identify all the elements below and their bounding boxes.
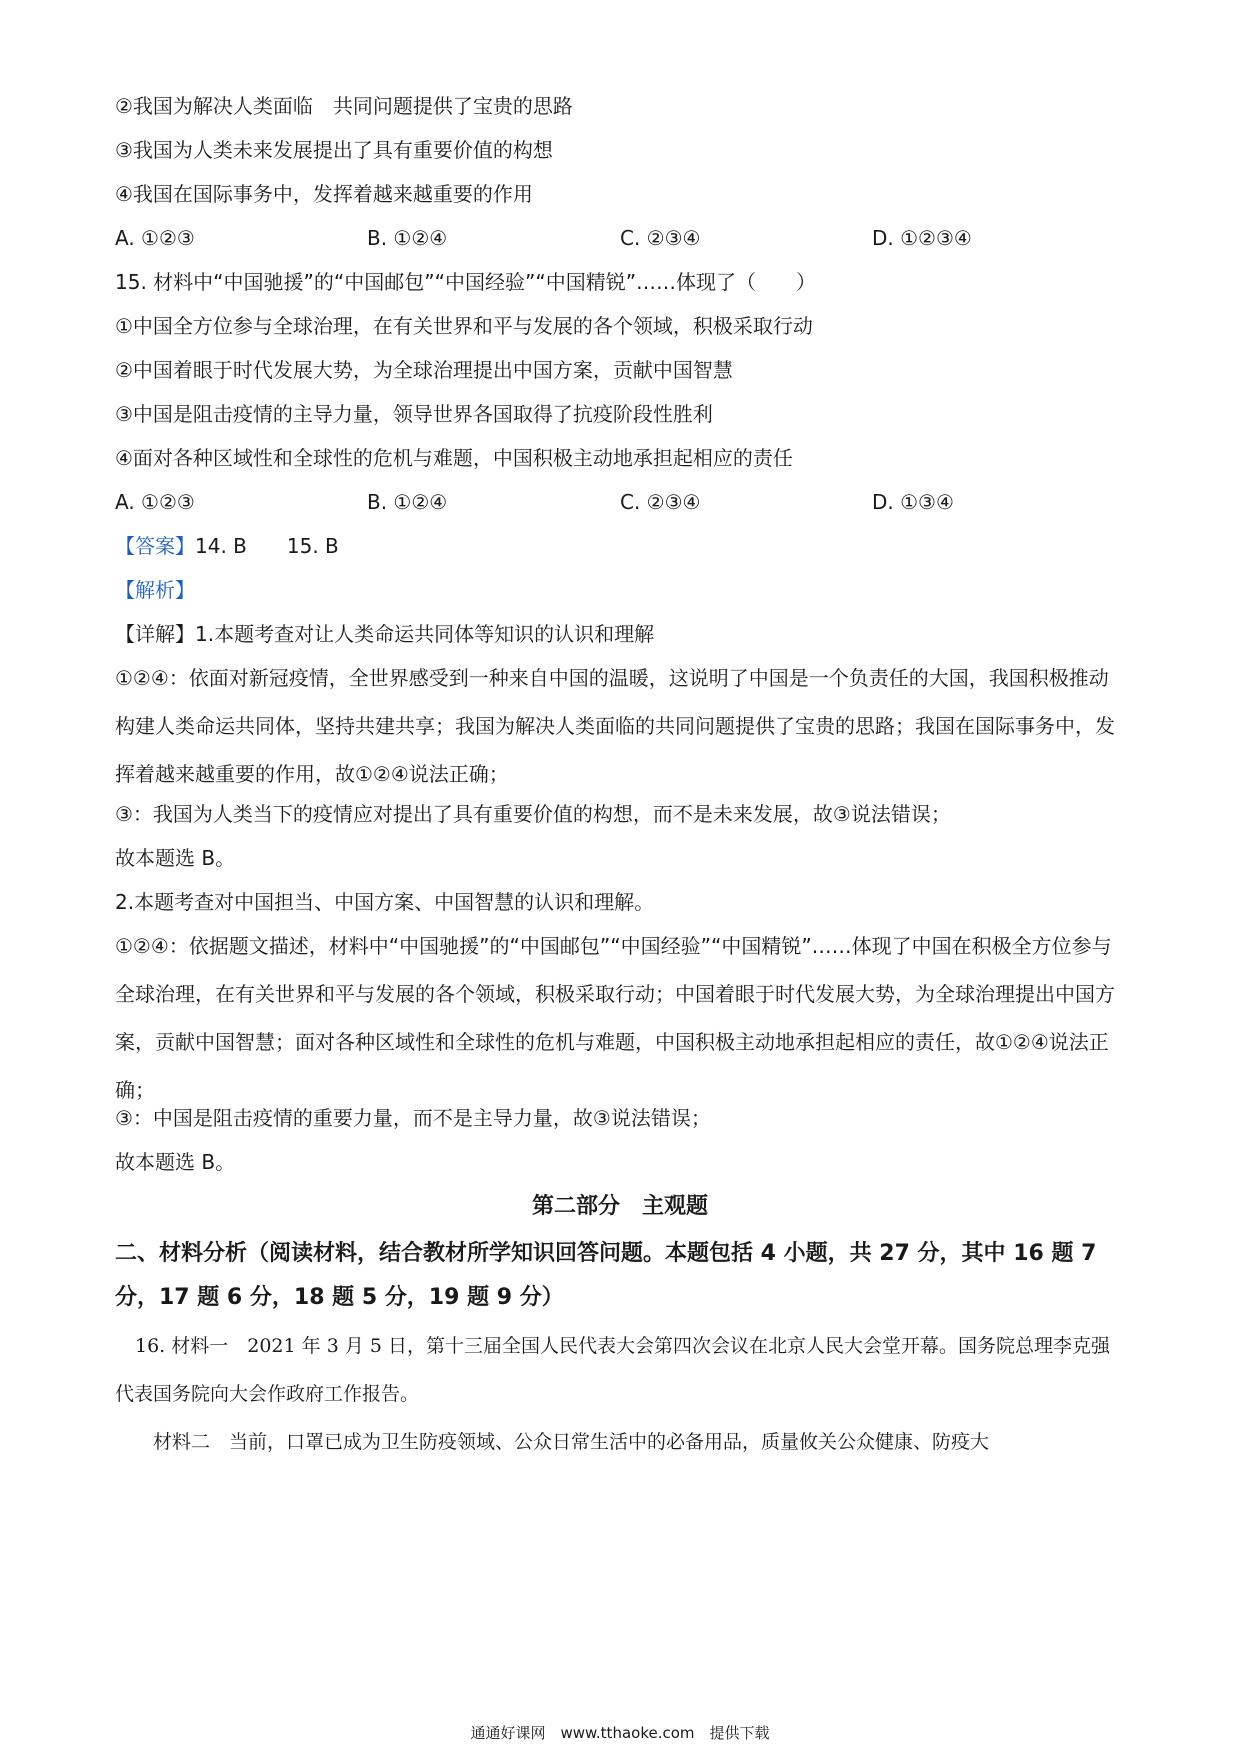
explain1-para1: ①②④：依面对新冠疫情，全世界感受到一种来自中国的温暖，这说明了中国是一个负责任的大国，我国积极推动构建人类命运共同体，坚持共建共享；我国为解决人类面临的共同问题提供了宝贵的思路；我国在国际事务中，发挥着越来越重要的作用，故①②④说法正确； <box>115 666 1115 786</box>
detail-line <box>115 620 1125 648</box>
explain2-conclusion: 故本题选 B。 <box>115 1150 236 1174</box>
q14-option-b: B. ①②④ <box>367 226 448 250</box>
q14-statement-2: ②我国为解决人类面临 共同问题提供了宝贵的思路 <box>115 94 573 118</box>
analysis-tag: 【解析】 <box>115 578 195 602</box>
material-2: 材料二 当前，口罩已成为卫生防疫领域、公众日常生活中的必备用品，质量攸关公众健康、防疫大 <box>153 1431 990 1453</box>
explain2-para2: ③：中国是阻击疫情的重要力量，而不是主导力量，故③说法错误； <box>115 1106 711 1130</box>
q14-statement-4: ④我国在国际事务中，发挥着越来越重要的作用 <box>115 182 533 206</box>
detail-tag: 【详解】 <box>115 622 195 646</box>
q14-option-d: D. ①②③④ <box>872 226 972 250</box>
q15-statement-4: ④面对各种区域性和全球性的危机与难题，中国积极主动地承担起相应的责任 <box>115 446 793 470</box>
answer-text: 14. B 15. B <box>195 534 339 558</box>
answer-tag: 【答案】 <box>115 534 195 558</box>
material-1: 16. 材料一 2021 年 3 月 5 日，第十三届全国人民代表大会第四次会议在北京人民大会堂开幕。国务院总理李克强代表国务院向大会作政府工作报告。 <box>115 1335 1110 1405</box>
answer-line <box>115 532 1125 560</box>
explain2-title: 2.本题考查对中国担当、中国方案、中国智慧的认识和理解。 <box>115 890 655 914</box>
q15-stem: 15. 材料中“中国驰援”的“中国邮包”“中国经验”“中国精锐”……体现了（ ） <box>115 270 817 294</box>
q15-statement-1: ①中国全方位参与全球治理，在有关世界和平与发展的各个领域，积极采取行动 <box>115 314 813 338</box>
q14-option-a: A. ①②③ <box>115 226 195 250</box>
q15-option-b: B. ①②④ <box>367 490 448 514</box>
q15-statement-2: ②中国着眼于时代发展大势，为全球治理提出中国方案，贡献中国智慧 <box>115 358 733 382</box>
explain1-para2: ③：我国为人类当下的疫情应对提出了具有重要价值的构想，而不是未来发展，故③说法错误； <box>115 802 951 826</box>
q15-option-a: A. ①②③ <box>115 490 195 514</box>
q15-option-c: C. ②③④ <box>620 490 701 514</box>
q14-statement-3: ③我国为人类未来发展提出了具有重要价值的构想 <box>115 138 553 162</box>
analysis-line <box>115 576 1125 604</box>
section2-title: 二、材料分析（阅读材料，结合教材所学知识回答问题。本题包括 4 小题，共 27 分，其中 16 题 7 分，17 题 6 分，18 题 5 分，19 题 9 分） <box>115 1241 1097 1310</box>
explain2-para1: ①②④：依据题文描述，材料中“中国驰援”的“中国邮包”“中国经验”“中国精锐”……体现了中国在积极全方位参与全球治理，在有关世界和平与发展的各个领域，积极采取行动；中国着眼于时代发展大势，为全球治理提出中国方案，贡献中国智慧；面对各种区域性和全球性的危机与难题，中国积极主动地承担起相应的责任，故①②④说法正确； <box>115 934 1115 1102</box>
q15-statement-3: ③中国是阻击疫情的主导力量，领导世界各国取得了抗疫阶段性胜利 <box>115 402 713 426</box>
explain1-conclusion: 故本题选 B。 <box>115 846 236 870</box>
q15-option-d: D. ①③④ <box>872 490 954 514</box>
page-footer: 通通好课网 www.tthaoke.com 提供下载 <box>470 1724 770 1742</box>
q14-option-c: C. ②③④ <box>620 226 701 250</box>
detail-text: 1.本题考查对让人类命运共同体等知识的认识和理解 <box>195 622 655 646</box>
part2-title: 第二部分 主观题 <box>531 1194 708 1219</box>
